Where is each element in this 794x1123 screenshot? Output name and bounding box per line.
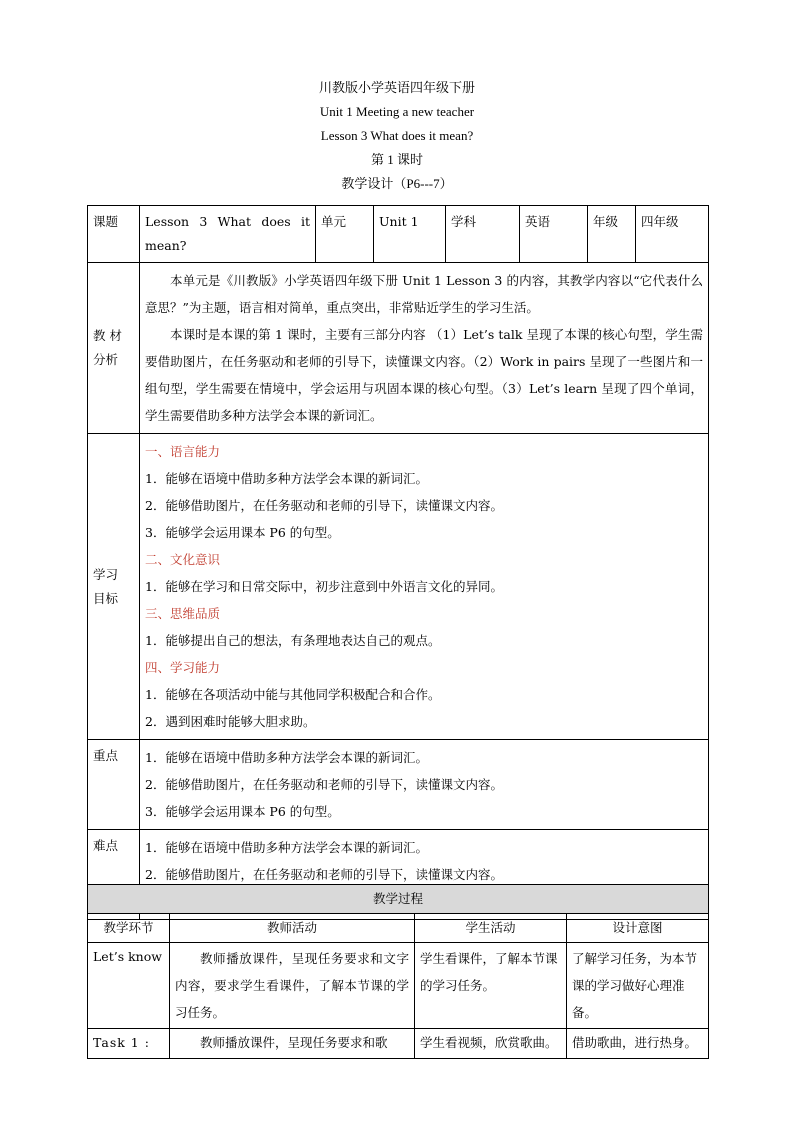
goal-heading-thinking: 三、思维品质 — [145, 606, 221, 621]
unit-label: 单元 — [316, 206, 374, 263]
grade-value: 四年级 — [636, 206, 709, 263]
header-line-5: 教学设计（P6---7） — [341, 176, 453, 191]
process-row — [88, 943, 709, 1029]
goal-item: 2．遇到困难时能够大胆求助。 — [145, 714, 316, 729]
analysis-row — [88, 263, 709, 434]
process-title: 教学过程 — [88, 885, 709, 914]
goal-item: 1．能够在各项活动中能与其他同学积极配合和合作。 — [145, 687, 441, 702]
topic-row — [88, 206, 709, 263]
process-design-intent: 借助歌曲，进行热身。 — [567, 1029, 709, 1059]
lesson-info-table — [87, 205, 709, 920]
key-point-item: 3．能够学会运用课本 P6 的句型。 — [145, 804, 340, 819]
analysis-label: 教 材 分析 — [88, 263, 140, 434]
analysis-content — [140, 263, 709, 434]
goals-row — [88, 434, 709, 740]
teaching-process-table — [87, 884, 709, 1059]
goal-item: 1．能够在语境中借助多种方法学会本课的新词汇。 — [145, 471, 428, 486]
goal-heading-culture: 二、文化意识 — [145, 552, 221, 567]
process-header-row — [88, 914, 709, 943]
topic-label: 课题 — [88, 206, 140, 263]
process-title-row — [88, 885, 709, 914]
difficulty-item: 2．能够借助图片，在任务驱动和老师的引导下，读懂课文内容。 — [145, 867, 503, 882]
process-stage: Let’s know — [88, 943, 170, 1029]
analysis-paragraph-2: 本课时是本课的第 1 课时，主要有三部分内容 （1）Let’s talk 呈现了本课的核心句型，学生需要借助图片，在任务驱动和老师的引导下，读懂课文内容。（2）Work in pairs 呈现了一些图片和一组句型，学生需要在情境中，学会运用与巩固本课的核心句型。（3）Let’s learn 呈现了四个单词，学生需要借助多种方法学会本课的新词汇。 — [145, 327, 703, 423]
process-teacher-activity: 教师播放课件，呈现任务要求和歌 — [170, 1029, 415, 1059]
header-line-3: Lesson 3 What does it mean? — [320, 128, 474, 143]
process-student-activity: 学生看视频，欣赏歌曲。 — [415, 1029, 567, 1059]
analysis-paragraph-1: 本单元是《川教版》小学英语四年级下册 Unit 1 Lesson 3 的内容，其教学内容以“它代表什么意思？”为主题，语言相对简单，重点突出，非常贴近学生的学习生活。 — [145, 273, 703, 315]
subject-value: 英语 — [520, 206, 588, 263]
key-points-label: 重点 — [88, 740, 140, 830]
subject-label: 学科 — [446, 206, 520, 263]
grade-label: 年级 — [588, 206, 636, 263]
header-line-4: 第 1 课时 — [370, 152, 423, 167]
goal-heading-learning: 四、学习能力 — [145, 660, 221, 675]
goal-item: 1．能够提出自己的想法，有条理地表达自己的观点。 — [145, 633, 441, 648]
header-design-intent: 设计意图 — [567, 914, 709, 943]
process-teacher-activity: 教师播放课件，呈现任务要求和文字内容，要求学生看课件，了解本节课的学习任务。 — [170, 943, 415, 1029]
header-student-activity: 学生活动 — [415, 914, 567, 943]
unit-value: Unit 1 — [374, 206, 446, 263]
process-student-activity: 学生看课件，了解本节课的学习任务。 — [415, 943, 567, 1029]
difficulty-item: 1．能够在语境中借助多种方法学会本课的新词汇。 — [145, 840, 428, 855]
key-points-content — [140, 740, 709, 830]
difficulties-label: 难点 — [88, 830, 140, 920]
goal-item: 2．能够借助图片，在任务驱动和老师的引导下，读懂课文内容。 — [145, 498, 503, 513]
document-header — [0, 76, 794, 196]
header-line-1: 川教版小学英语四年级下册 — [318, 80, 475, 95]
goals-content — [140, 434, 709, 740]
goal-item: 1．能够在学习和日常交际中，初步注意到中外语言文化的异同。 — [145, 579, 503, 594]
process-row — [88, 1029, 709, 1059]
key-points-row — [88, 740, 709, 830]
goals-label: 学习 目标 — [88, 434, 140, 740]
key-point-item: 1．能够在语境中借助多种方法学会本课的新词汇。 — [145, 750, 428, 765]
key-point-item: 2．能够借助图片，在任务驱动和老师的引导下，读懂课文内容。 — [145, 777, 503, 792]
goal-item: 3．能够学会运用课本 P6 的句型。 — [145, 525, 340, 540]
header-teacher-activity: 教师活动 — [170, 914, 415, 943]
topic-value: Lesson 3 What does it mean? — [140, 206, 316, 263]
header-line-2: Unit 1 Meeting a new teacher — [319, 104, 475, 119]
header-stage: 教学环节 — [88, 914, 170, 943]
goal-heading-language: 一、语言能力 — [145, 444, 221, 459]
process-design-intent: 了解学习任务，为本节课的学习做好心理准备。 — [567, 943, 709, 1029]
process-stage: Task 1 : — [88, 1029, 170, 1059]
